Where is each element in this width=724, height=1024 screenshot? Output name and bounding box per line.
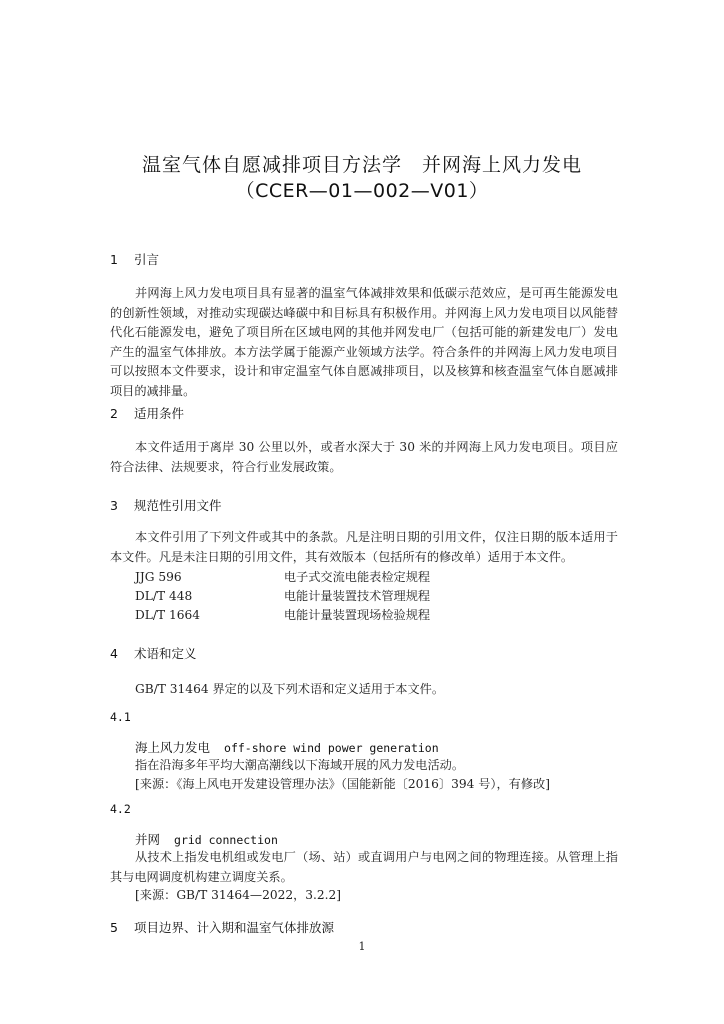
section-1-heading (110, 250, 159, 268)
document-code: （CCER—01—002—V01） (235, 180, 489, 202)
section-title: 规范性引用文件 (133, 498, 222, 513)
term-source: [来源：GB/T 31464—2022，3.2.2] (135, 888, 342, 902)
reference-code: DL/T 448 (135, 589, 193, 603)
section-number: 2 (110, 406, 118, 421)
section-number: 3 (110, 498, 118, 513)
section-1-paragraph: 并网海上风力发电项目具有显著的温室气体减排效果和低碳示范效应，是可再生能源发电的创新性领域，对推动实现碳达峰碳中和目标具有积极作用。并网海上风力发电项目以风能替代化石能源发电，避免了项目所在区域电网的其他并网发电厂（包括可能的新建发电厂）发电产生的温室气体排放。本方法学属于能源产业领域方法学。符合条件的并网海上风力发电项目可以按照本文件要求，设计和审定温室气体自愿减排项目，以及核算和核查温室气体自愿减排项目的减排量。 (110, 286, 618, 398)
section-title: 术语和定义 (133, 646, 197, 661)
reference-title: 电能计量装置现场检验规程 (283, 608, 431, 622)
reference-row (135, 587, 555, 604)
term-heading (135, 738, 439, 756)
document-title: 温室气体自愿减排项目方法学 并网海上风力发电 (141, 154, 582, 176)
term-source: [来源：《海上风电开发建设管理办法》（国能新能〔2016〕394 号），有修改] (135, 777, 550, 791)
section-4-heading (110, 644, 197, 662)
term-english: off-shore wind power generation (224, 741, 439, 755)
term-heading (135, 830, 278, 848)
section-2-heading (110, 404, 184, 422)
reference-code: JJG 596 (135, 570, 182, 584)
section-title: 引言 (133, 252, 159, 267)
page-number: 1 (358, 940, 366, 953)
section-number: 1 (110, 252, 118, 267)
section-2-paragraph: 本文件适用于离岸 30 公里以外，或者水深大于 30 米的并网海上风力发电项目。项目应符合法律、法规要求，符合行业发展政策。 (110, 440, 618, 474)
term-number: 4.1 (110, 710, 131, 724)
reference-row (135, 606, 555, 623)
section-number: 4 (110, 646, 118, 661)
term-definition: 从技术上指发电机组或发电厂（场、站）或直调用户与电网之间的物理连接。从管理上指其与电网调度机构建立调度关系。 (110, 850, 618, 884)
reference-row (135, 568, 555, 585)
section-number: 5 (110, 920, 118, 935)
section-5-heading (110, 918, 334, 936)
section-title: 适用条件 (133, 406, 184, 421)
term-definition: 指在沿海多年平均大潮高潮线以下海域开展的风力发电活动。 (135, 758, 465, 772)
reference-title: 电子式交流电能表检定规程 (283, 570, 431, 584)
section-3-heading (110, 496, 222, 514)
section-3-paragraph: 本文件引用了下列文件或其中的条款。凡是注明日期的引用文件，仅注日期的版本适用于本文件。凡是未注日期的引用文件，其有效版本（包括所有的修改单）适用于本文件。 (110, 530, 618, 564)
reference-code: DL/T 1664 (135, 608, 200, 622)
term-chinese: 海上风力发电 (135, 740, 211, 755)
section-title: 项目边界、计入期和温室气体排放源 (133, 920, 334, 935)
reference-title: 电能计量装置技术管理规程 (283, 589, 431, 603)
term-chinese: 并网 (135, 832, 161, 847)
term-english: grid connection (174, 833, 278, 847)
term-number: 4.2 (110, 802, 131, 816)
section-4-paragraph: GB/T 31464 界定的以及下列术语和定义适用于本文件。 (135, 682, 445, 696)
